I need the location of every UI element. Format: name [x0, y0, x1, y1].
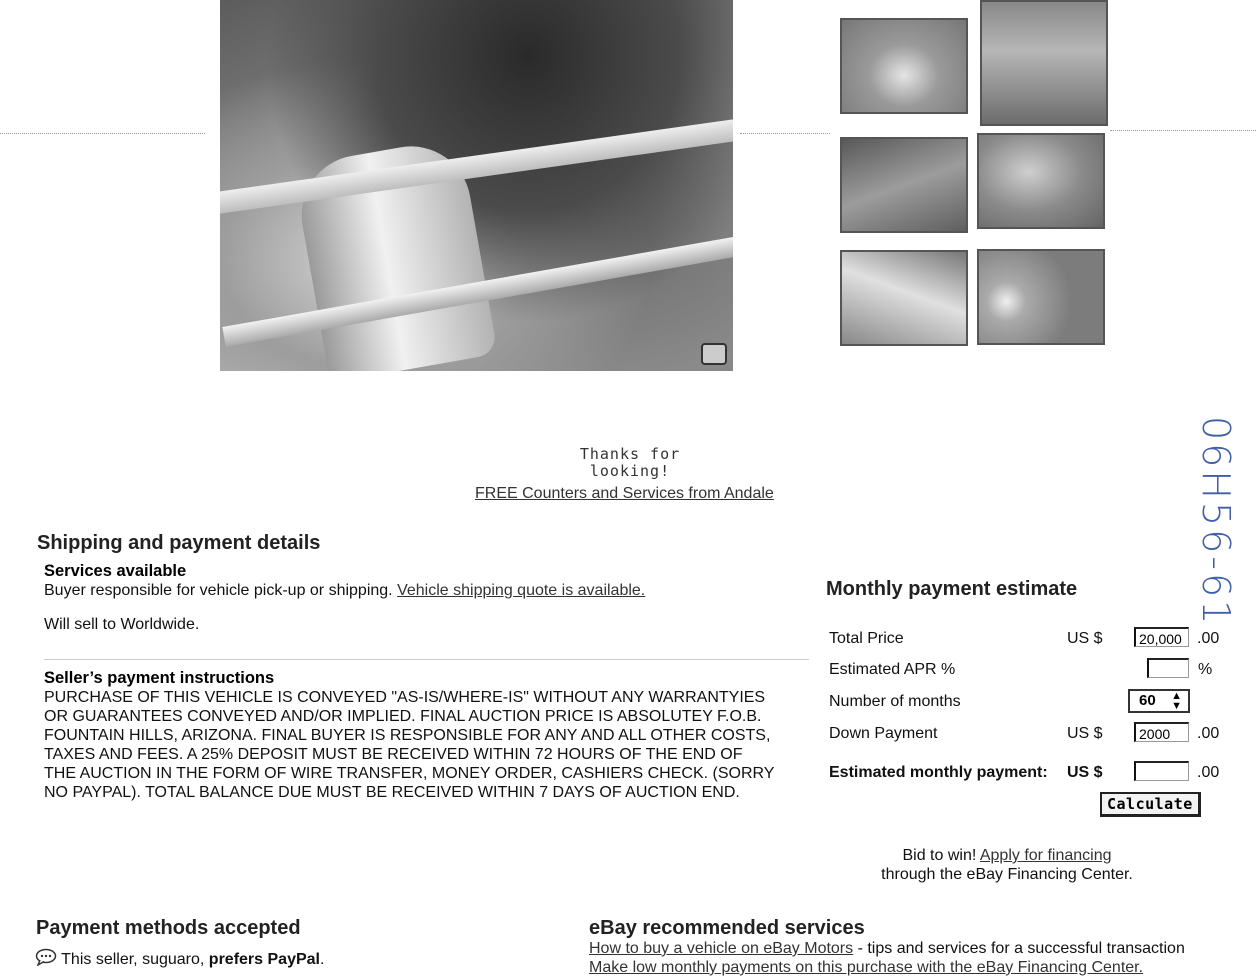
thanks-line: looking! [589, 462, 671, 480]
financing-block [826, 846, 1188, 884]
speech-bubble-icon [35, 948, 57, 966]
financing-center-link[interactable]: Make low monthly payments on this purchase with the eBay Financing Center. [589, 959, 1144, 976]
instruction-line: FOUNTAIN HILLS, ARIZONA. FINAL BUYER IS RESPONSIBLE FOR ANY AND ALL OTHER COSTS, [44, 727, 771, 744]
thanks-message [560, 446, 700, 480]
thanks-line: Thanks for [579, 445, 681, 463]
thumbnail-photo[interactable] [840, 250, 968, 346]
apply-financing-link[interactable]: Apply for financing [979, 847, 1112, 864]
services-text: Buyer responsible for vehicle pick-up or shipping. [44, 582, 393, 599]
instruction-line: OR GUARANTEES CONVEYED AND/OR IMPLIED. FINAL AUCTION PRICE IS ABSOLUTEY F.O.B. [44, 708, 762, 725]
estimate-currency: US $ [1067, 764, 1103, 781]
section-divider [44, 659, 809, 660]
apr-label: Estimated APR % [829, 661, 956, 678]
shipping-section-title: Shipping and payment details [37, 532, 321, 554]
financing-text: through the eBay Financing Center. [881, 866, 1133, 883]
payment-methods-title: Payment methods accepted [36, 917, 301, 939]
down-payment-label: Down Payment [829, 725, 938, 742]
total-price-input[interactable]: 20,000 [1134, 627, 1189, 647]
seller-text: This seller, suguaro, [61, 951, 205, 968]
estimate-output[interactable] [1134, 761, 1189, 781]
apr-input[interactable] [1147, 658, 1189, 678]
handwritten-stamp: 06H56-61 [1194, 416, 1238, 628]
instruction-line: NO PAYPAL). TOTAL BALANCE DUE MUST BE RECEIVED WITHIN 7 DAYS OF AUCTION END. [44, 784, 740, 801]
estimate-label: Estimated monthly payment: [829, 764, 1048, 781]
how-to-buy-link[interactable]: How to buy a vehicle on eBay Motors [589, 940, 854, 957]
bid-text: Bid to win! [902, 847, 977, 864]
currency-label: US $ [1067, 725, 1103, 742]
months-value: 60 [1139, 692, 1156, 709]
payment-instructions-title: Seller’s payment instructions [44, 669, 275, 687]
camera-icon [701, 343, 727, 365]
main-vehicle-photo[interactable] [220, 0, 733, 371]
andale-link[interactable]: FREE Counters and Services from Andale [475, 485, 774, 502]
instruction-line: PURCHASE OF THIS VEHICLE IS CONVEYED "AS-IS/WHERE-IS" WITHOUT ANY WARRANTYIES [44, 689, 766, 706]
months-label: Number of months [829, 693, 961, 710]
thumbnail-photo[interactable] [840, 137, 968, 233]
cents-label: .00 [1197, 764, 1220, 781]
recommended-line-1 [589, 939, 1185, 958]
currency-label: US $ [1067, 630, 1103, 647]
paypal-preference [35, 948, 324, 969]
tips-text: - tips and services for a successful transaction [853, 940, 1185, 957]
dotted-divider [740, 133, 830, 134]
shipping-quote-link[interactable]: Vehicle shipping quote is available. [397, 582, 646, 599]
period: . [319, 951, 325, 968]
updown-icon: ▲ ▼ [1171, 690, 1182, 712]
instruction-line: THE AUCTION IN THE FORM OF WIRE TRANSFER, MONEY ORDER, CASHIERS CHECK. (SORRY [44, 765, 775, 782]
worldwide-text: Will sell to Worldwide. [44, 616, 200, 633]
instruction-line: TAXES AND FEES. A 25% DEPOSIT MUST BE RECEIVED WITHIN 72 HOURS OF THE END OF [44, 746, 743, 763]
thumbnail-photo[interactable] [980, 0, 1108, 126]
recommended-services-title: eBay recommended services [589, 917, 865, 939]
services-title: Services available [44, 562, 187, 580]
dotted-divider [1110, 130, 1256, 131]
thumbnail-photo[interactable] [977, 249, 1105, 345]
percent-label: % [1198, 661, 1213, 678]
months-select[interactable] [1128, 689, 1190, 713]
total-price-label: Total Price [829, 630, 904, 647]
down-payment-input[interactable]: 2000 [1134, 722, 1189, 742]
calculate-button[interactable]: Calculate [1100, 792, 1201, 817]
dotted-divider [0, 133, 205, 134]
prefers-paypal: prefers PayPal [208, 951, 320, 968]
payment-instructions-text [44, 688, 814, 802]
thumbnail-photo[interactable] [840, 18, 968, 114]
services-line [44, 581, 645, 600]
photo-detail [220, 116, 733, 216]
monthly-payment-title: Monthly payment estimate [826, 578, 1078, 600]
thumbnail-photo[interactable] [977, 133, 1105, 229]
cents-label: .00 [1197, 630, 1220, 647]
cents-label: .00 [1197, 725, 1220, 742]
recommended-line-2 [589, 958, 1143, 977]
